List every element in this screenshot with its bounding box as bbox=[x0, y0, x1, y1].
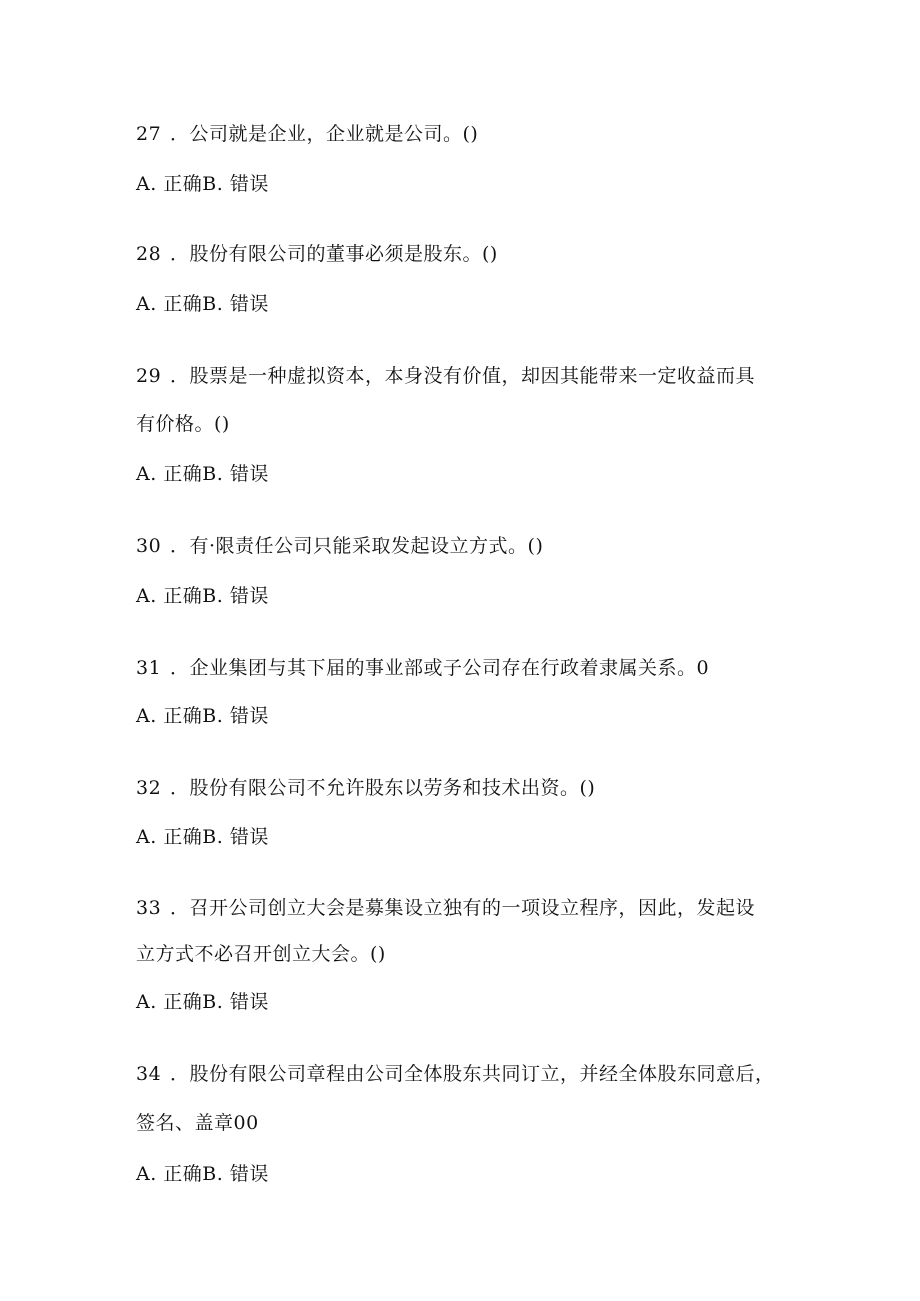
question-line: ．有·限责任公司只能采取发起设立方式。() bbox=[170, 535, 544, 557]
question-number: 27 bbox=[136, 123, 162, 145]
question-line: ．股份有限公司章程由公司全体股东共同订立，并经全体股东同意后， bbox=[170, 1063, 775, 1085]
question-29-text-continued: 有价格。() bbox=[136, 413, 230, 435]
question-29-options: A. 正确B. 错误 bbox=[136, 463, 269, 485]
question-number: 32 bbox=[136, 777, 162, 799]
question-32-options: A. 正确B. 错误 bbox=[136, 826, 269, 848]
question-31-text bbox=[136, 656, 709, 680]
question-34-options: A. 正确B. 错误 bbox=[136, 1163, 269, 1185]
question-33-text bbox=[136, 896, 755, 920]
question-31-options: A. 正确B. 错误 bbox=[136, 705, 269, 727]
question-27-options: A. 正确B. 错误 bbox=[136, 173, 269, 195]
question-line: ．公司就是企业，企业就是公司。() bbox=[170, 123, 479, 145]
question-33-text-continued: 立方式不必召开创立大会。() bbox=[136, 943, 386, 965]
question-34-text-continued: 签名、盖章00 bbox=[136, 1112, 259, 1134]
question-33-options: A. 正确B. 错误 bbox=[136, 991, 269, 1013]
question-line: ．股份有限公司不允许股东以劳务和技术出资。() bbox=[170, 777, 596, 799]
question-34-text bbox=[136, 1062, 775, 1086]
question-28-text bbox=[136, 242, 498, 266]
question-number: 31 bbox=[136, 657, 162, 679]
question-30-options: A. 正确B. 错误 bbox=[136, 585, 269, 607]
question-line: ．召开公司创立大会是募集设立独有的一项设立程序，因此，发起设 bbox=[170, 897, 756, 919]
question-30-text bbox=[136, 534, 543, 558]
question-28-options: A. 正确B. 错误 bbox=[136, 293, 269, 315]
question-line: ．股份有限公司的董事必须是股东。() bbox=[170, 243, 498, 265]
question-number: 33 bbox=[136, 897, 162, 919]
question-number: 30 bbox=[136, 535, 162, 557]
question-line: ．股票是一种虚拟资本，本身没有价值，却因其能带来一定收益而具 bbox=[170, 365, 756, 387]
question-27-text bbox=[136, 122, 478, 146]
question-29-text bbox=[136, 364, 755, 388]
question-number: 28 bbox=[136, 243, 162, 265]
question-number: 29 bbox=[136, 365, 162, 387]
question-line: ．企业集团与其下届的事业部或子公司存在行政着隶属关系。0 bbox=[170, 657, 710, 679]
question-number: 34 bbox=[136, 1063, 162, 1085]
question-32-text bbox=[136, 776, 595, 800]
